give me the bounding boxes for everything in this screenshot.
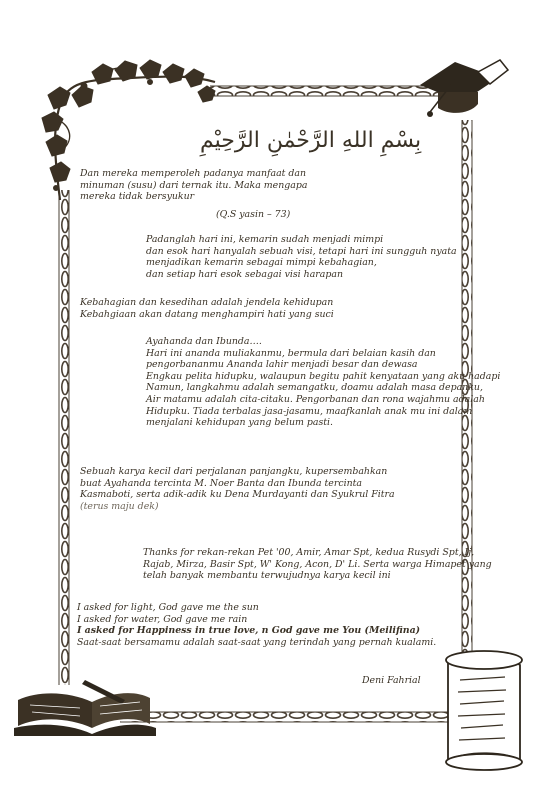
closing-line: I asked for light, God gave me the sun xyxy=(77,602,259,613)
scroll-icon xyxy=(446,651,522,770)
poem-line: menjadikan kemarin sebagai mimpi kebahagian, xyxy=(146,257,377,269)
verse-citation: (Q.S yasin – 73) xyxy=(216,209,291,220)
verse-block xyxy=(80,168,307,203)
poem-block xyxy=(146,234,457,280)
dedication-line: Kasmaboti, serta adik-adik ku Dena Murdayanti dan Syukrul Fitra xyxy=(80,489,395,501)
closing-line: Saat-saat bersamamu adalah saat-saat yang terindah yang pernah kualami. xyxy=(77,636,437,648)
graduation-cap-icon xyxy=(420,60,508,117)
dedication-line faint: (terus maju dek) xyxy=(80,500,159,512)
dedication-block xyxy=(80,466,395,512)
verse-line: Dan mereka memperoleh padanya manfaat dan xyxy=(80,168,307,179)
thanks-block xyxy=(143,547,492,582)
basmala-calligraphy: بِسْمِ اللهِ الرَّحْمٰنِ الرَّحِيْمِ xyxy=(200,128,422,153)
left-border-chain xyxy=(59,190,69,685)
verse-line: mereka tidak bersyukur xyxy=(80,191,195,203)
open-book-icon xyxy=(14,680,156,736)
top-border-chain xyxy=(210,86,440,96)
parents-line: Engkau pelita hidupku, walaupun begitu pahit kenyataan yang aku hadapi xyxy=(146,370,501,382)
signature: Deni Fahrial xyxy=(362,675,421,686)
thanks-line: telah banyak membantu terwujudnya karya kecil ini xyxy=(143,570,391,582)
dedication-line: buat Ayahanda tercinta M. Noer Banta dan Ibunda tercinta xyxy=(80,477,362,489)
quote-block xyxy=(80,297,334,320)
parents-line: Hari ini ananda muliakanmu, bermula dari belaian kasih dan xyxy=(146,347,436,359)
quote-line: Kebahagian dan kesedihan adalah jendela kehidupan xyxy=(80,297,334,308)
parents-line: Namun, langkahmu adalah semangatku, doamu adalah masa depanku, xyxy=(146,382,483,394)
parents-line: Ayahanda dan Ibunda…. xyxy=(146,336,262,347)
quote-line: Kebahgiaan akan datang menghampiri hati yang suci xyxy=(80,308,334,320)
bottom-border-chain xyxy=(120,712,455,722)
thanks-line: Thanks for rekan-rekan Pet '00, Amir, Amar Spt, kedua Rusydi Spt, Ij, xyxy=(143,547,475,558)
thanks-line: Rajab, Mirza, Basir Spt, W' Kong, Acon, D' Li. Serta warga Himapet yang xyxy=(143,558,492,570)
poem-line: Padanglah hari ini, kemarin sudah menjadi mimpi xyxy=(146,234,384,245)
parents-line: pengorbananmu Ananda lahir menjadi besar dan dewasa xyxy=(146,359,418,371)
dedication-line: Sebuah karya kecil dari perjalanan panjangku, kupersembahkan xyxy=(80,466,388,477)
parents-line: Air matamu adalah cita-citaku. Pengorbanan dan rona wajahmu adalah xyxy=(146,393,485,405)
closing-line: I asked for water, God gave me rain xyxy=(77,613,248,625)
closing-block xyxy=(77,602,436,648)
closing-line: I asked for Happiness in true love, n God gave me You (Meilifina) xyxy=(77,625,421,637)
parents-line: Hidupku. Tiada terbalas jasa-jasamu, maafkanlah anak mu ini dalam xyxy=(146,405,473,417)
poem-line: dan esok hari hanyalah sebuah visi, tetapi hari ini sungguh nyata xyxy=(146,245,457,257)
parents-line: menjalani kehidupan yang belum pasti. xyxy=(146,417,333,429)
verse-line: minuman (susu) dari ternak itu. Maka mengapa xyxy=(80,179,308,191)
parents-tribute-block xyxy=(146,336,500,429)
poem-line: dan setiap hari esok sebagai visi harapan xyxy=(146,268,343,280)
